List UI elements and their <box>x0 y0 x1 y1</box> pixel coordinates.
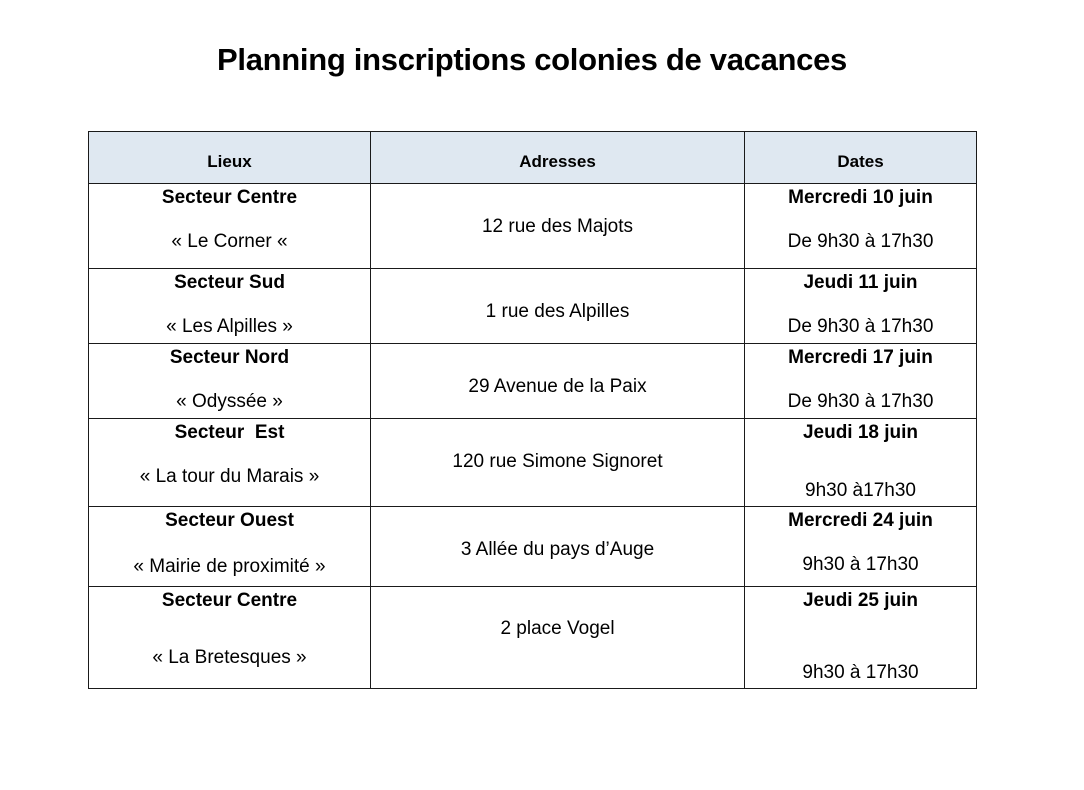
date-hours: De 9h30 à 17h30 <box>787 316 934 337</box>
column-header-dates: Dates <box>745 132 977 184</box>
lieu-cell <box>89 419 371 507</box>
adresse-text: 2 place Vogel <box>500 618 615 639</box>
planning-table <box>88 131 977 689</box>
date-hours: De 9h30 à 17h30 <box>787 231 934 252</box>
date-cell <box>745 587 977 689</box>
date-cell <box>745 507 977 587</box>
table-row <box>89 184 977 269</box>
adresse-text: 29 Avenue de la Paix <box>468 376 647 397</box>
lieu-cell <box>89 344 371 419</box>
date-hours: De 9h30 à 17h30 <box>787 391 934 412</box>
table-row <box>89 269 977 344</box>
adresse-cell <box>371 184 745 269</box>
adresse-cell <box>371 419 745 507</box>
table-header-row <box>89 132 977 184</box>
column-header-adresses: Adresses <box>371 132 745 184</box>
date-day: Mercredi 10 juin <box>788 187 933 208</box>
lieu-name: « La tour du Marais » <box>139 466 320 487</box>
date-day: Jeudi 18 juin <box>802 422 919 443</box>
date-day: Jeudi 25 juin <box>802 590 919 611</box>
adresse-text: 120 rue Simone Signoret <box>452 451 663 472</box>
lieu-name: « Le Corner « <box>171 231 288 252</box>
column-header-lieux: Lieux <box>89 132 371 184</box>
secteur-name: Secteur Est <box>174 422 285 443</box>
adresse-text: 12 rue des Majots <box>481 216 634 237</box>
table-row <box>89 344 977 419</box>
date-day: Mercredi 17 juin <box>788 347 933 368</box>
adresse-cell <box>371 587 745 689</box>
secteur-name: Secteur Centre <box>161 590 298 611</box>
adresse-text: 3 Allée du pays d’Auge <box>460 539 655 560</box>
secteur-name: Secteur Sud <box>174 272 285 293</box>
secteur-name: Secteur Centre <box>161 187 298 208</box>
date-hours: 9h30 à 17h30 <box>802 554 919 575</box>
date-cell <box>745 344 977 419</box>
date-cell <box>745 184 977 269</box>
adresse-cell <box>371 507 745 587</box>
secteur-name: Secteur Ouest <box>165 510 294 531</box>
table-row <box>89 587 977 689</box>
table-row <box>89 507 977 587</box>
lieu-name: « Les Alpilles » <box>166 316 293 337</box>
date-day: Mercredi 24 juin <box>788 510 933 531</box>
lieu-name: « Odyssée » <box>176 391 283 412</box>
adresse-cell <box>371 269 745 344</box>
lieu-name: « La Bretesques » <box>152 647 307 668</box>
date-cell <box>745 269 977 344</box>
lieu-cell <box>89 184 371 269</box>
secteur-name: Secteur Nord <box>169 347 290 368</box>
date-hours: 9h30 à17h30 <box>805 480 916 501</box>
lieu-cell <box>89 507 371 587</box>
date-cell <box>745 419 977 507</box>
lieu-name: « Mairie de proximité » <box>133 556 326 577</box>
date-hours: 9h30 à 17h30 <box>802 662 919 683</box>
date-day: Jeudi 11 juin <box>803 272 918 293</box>
table-row <box>89 419 977 507</box>
adresse-cell <box>371 344 745 419</box>
adresse-text: 1 rue des Alpilles <box>485 301 630 322</box>
lieu-cell <box>89 269 371 344</box>
lieu-cell <box>89 587 371 689</box>
page-title: Planning inscriptions colonies de vacances <box>217 42 847 77</box>
